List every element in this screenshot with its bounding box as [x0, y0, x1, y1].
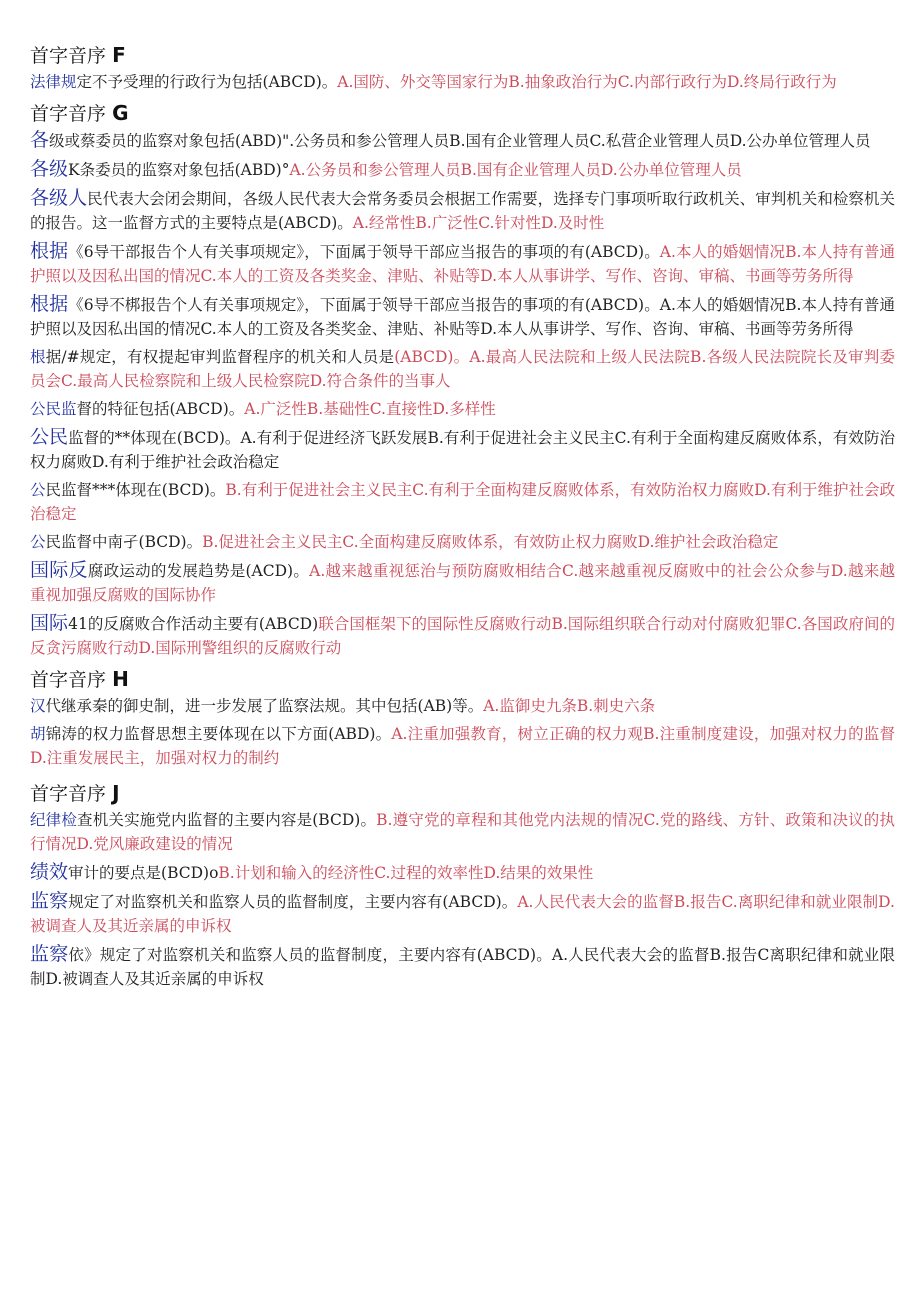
entry-question: 审计的要点是(BCD)o	[68, 864, 219, 882]
section-heading	[30, 40, 895, 70]
question-entry	[30, 942, 895, 991]
question-entry	[30, 611, 895, 660]
entry-answer: B.有利于促进社会主义民主C.有利于全面构建反腐败体系，有效防治权力腐败D.有利于维护社会政治稳定	[30, 481, 895, 523]
entry-lead: 汉	[30, 697, 46, 715]
section-heading-letter: J	[112, 781, 120, 805]
question-entry	[30, 292, 895, 341]
question-entry	[30, 128, 895, 153]
section-heading-label: 首字音序	[30, 669, 107, 691]
entry-lead: 公民监	[30, 400, 77, 418]
entry-lead: 根	[30, 348, 46, 366]
entry-question: 民监督***体现在(BCD)。	[45, 481, 226, 499]
entry-question: 规定了对监察机关和监察人员的监督制度，主要内容有(ABCD)。	[68, 893, 518, 911]
entry-question: 代继承秦的御史制，进一步发展了监察法规。其中包括(AB)等。	[45, 697, 484, 715]
question-entry	[30, 889, 895, 938]
entry-lead: 国际反	[30, 559, 88, 581]
question-entry	[30, 558, 895, 607]
entry-question: 级或蔡委员的监察对象包括(ABD)".公务员和参公管理人员B.国有企业管理人员C.私营企业管理人员D.公办单位管理人员	[49, 132, 871, 150]
entry-answer: A.监御史九条B.刺史六条	[483, 697, 656, 715]
entry-answer: (ABCD)。A.最高人民法院和上级人民法院B.各级人民法院院长及审判委员会C.最高人民检察院和上级人民检察院D.符合条件的当事人	[30, 348, 895, 390]
section-heading-label: 首字音序	[30, 783, 107, 805]
question-entry	[30, 860, 895, 885]
entry-lead: 纪律检	[30, 811, 78, 829]
entry-answer: A.经常性B.广泛性C.针对性D.及时性	[352, 214, 605, 232]
entry-answer: A.公务员和参公管理人员B.国有企业管理人员D.公办单位管理人员	[289, 161, 742, 179]
question-entry	[30, 70, 895, 94]
section-heading-letter: F	[112, 43, 126, 67]
entry-lead: 绩效	[30, 861, 69, 883]
question-entry	[30, 478, 895, 526]
section-h	[30, 664, 895, 770]
entry-question: 《6导不梆报告个人有关事项规定》，下面属于领导干部应当报告的事项的有(ABCD)。A.本人的婚姻情况B.本人持有普通护照以及因私出国的情况C.本人的工资及各类奖金、津贴、补贴等D.本人从事讲学、写作、咨询、审稿、书画等劳务所得	[30, 296, 895, 338]
entry-question: 民监督中南孑(BCD)。	[45, 533, 203, 551]
entry-lead: 监察	[30, 943, 69, 965]
entry-question: 督的特征包括(ABCD)。	[76, 400, 245, 418]
entry-question: 41的反腐败合作活动主要有(ABCD)	[68, 615, 319, 633]
question-entry	[30, 345, 895, 393]
section-heading-letter: G	[112, 101, 129, 125]
entry-answer: A.注重加强教育，树立正确的权力观B.注重制度建设，加强对权力的监督D.注重发展民主，加强对权力的制约	[30, 725, 895, 767]
entry-question: 据/#规定，有权提起审判监督程序的机关和人员是	[45, 348, 395, 366]
entry-question: 锦涛的权力监督思想主要体现在以下方面(ABD)。	[45, 725, 392, 743]
entry-answer: A.人民代表大会的监督B.报告C.离职纪律和就业限制D.被调查人及其近亲属的申诉权	[30, 893, 895, 935]
question-entry	[30, 425, 895, 474]
entry-question: K条委员的监察对象包括(ABD)°	[68, 161, 290, 179]
entry-answer: B.促进社会主义民主C.全面构建反腐败体系，有效防止权力腐败D.维护社会政治稳定	[202, 533, 779, 551]
entry-question: 监督的**体现在(BCD)。A.有利于促进经济飞跃发展B.有利于促进社会主义民主C.有利于全面构建反腐败体系，有效防治权力腐败D.有利于维护社会政治稳定	[30, 429, 895, 471]
entry-answer: A.广泛性B.基础性C.直接性D.多样性	[244, 400, 496, 418]
entry-lead: 公	[30, 533, 46, 551]
entry-lead: 各级	[30, 158, 69, 180]
document-page	[30, 40, 895, 995]
section-j	[30, 778, 895, 991]
question-entry	[30, 397, 895, 421]
entry-answer: A.国防、外交等国家行为B.抽象政治行为C.内部行政行为D.终局行政行为	[337, 73, 837, 91]
entry-answer: B.计划和输入的经济性C.过程的效率性D.结果的效果性	[218, 864, 594, 882]
section-g	[30, 98, 895, 660]
entry-question: 依》规定了对监察机关和监察人员的监督制度，主要内容有(ABCD)。A.人民代表大会的监督B.报告C离职纪律和就业限制D.被调查人及其近亲属的申诉权	[30, 946, 895, 988]
entry-lead: 国际	[30, 612, 69, 634]
entry-lead: 公	[30, 481, 46, 499]
section-heading	[30, 778, 895, 808]
entry-lead: 根据	[30, 240, 69, 262]
section-heading-label: 首字音序	[30, 103, 107, 125]
question-entry	[30, 157, 895, 182]
entry-lead: 公民	[30, 426, 69, 448]
section-heading	[30, 98, 895, 128]
entry-lead: 法律规	[30, 73, 77, 91]
entry-question: 《6导干部报告个人有关事项规定》，下面属于领导干部应当报告的事项的有(ABCD)。	[68, 243, 660, 261]
entry-answer: 联合国框架下的国际性反腐败行动B.国际组织联合行动对付腐败犯罪C.各国政府间的反贪污腐败行动D.国际刑警组织的反腐败行动	[30, 615, 895, 657]
section-f	[30, 40, 895, 94]
entry-lead: 各级人	[30, 187, 88, 209]
section-heading	[30, 664, 895, 694]
entry-answer: A.越来越重视惩治与预防腐败相结合C.越来越重视反腐败中的社会公众参与D.越来越重视加强反腐败的国际协作	[30, 562, 895, 604]
entry-lead: 根据	[30, 293, 69, 315]
section-heading-label: 首字音序	[30, 45, 107, 67]
entry-answer: B.遵守党的章程和其他党内法规的情况C.党的路线、方针、政策和决议的执行情况D.党风廉政建设的情况	[30, 811, 895, 853]
entry-lead: 胡	[30, 725, 46, 743]
question-entry	[30, 239, 895, 288]
question-entry	[30, 530, 895, 554]
entry-answer: A.本人的婚姻情况B.本人持有普通护照以及因私出国的情况C.本人的工资及各类奖金、津贴、补贴等D.本人从事讲学、写作、咨询、审稿、书画等劳务所得	[30, 243, 895, 285]
entry-question: 腐政运动的发展趋势是(ACD)。	[87, 562, 310, 580]
entry-question: 查机关实施党内监督的主要内容是(BCD)。	[77, 811, 377, 829]
question-entry	[30, 808, 895, 856]
entry-lead: 各	[30, 129, 50, 151]
question-entry	[30, 694, 895, 718]
question-entry	[30, 722, 895, 770]
question-entry	[30, 186, 895, 235]
entry-lead: 监察	[30, 890, 69, 912]
entry-question: 定不予受理的行政行为包括(ABCD)。	[76, 73, 338, 91]
section-heading-letter: H	[112, 667, 129, 691]
entry-question: 民代表大会闭会期间，各级人民代表大会常务委员会根据工作需要，选择专门事项听取行政机关、审判机关和检察机关的报告。这一监督方式的主要特点是(ABCD)。	[30, 190, 895, 232]
